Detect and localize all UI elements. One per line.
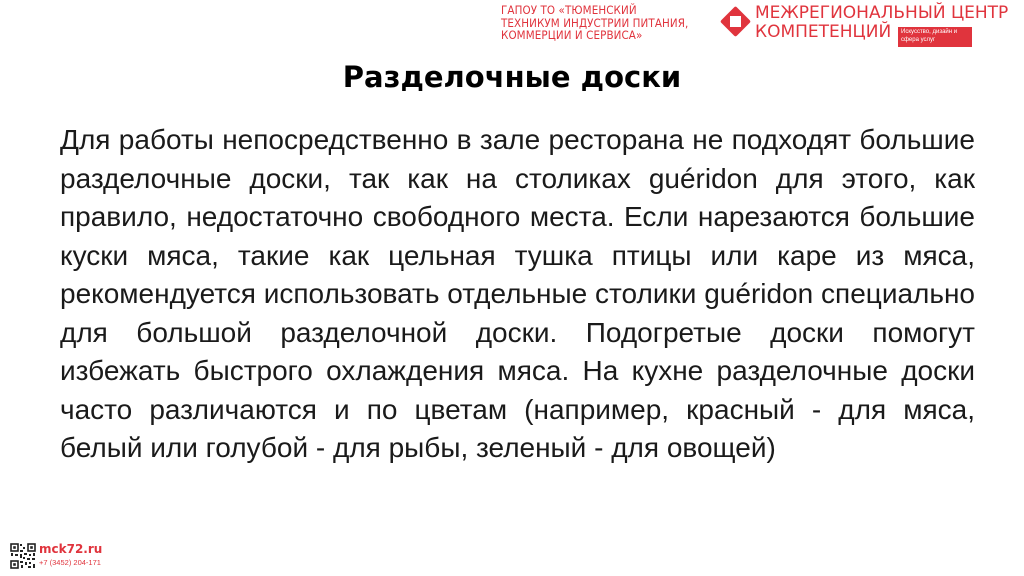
mck-title-line: КОМПЕТЕНЦИЙ: [755, 22, 892, 42]
footer-website-link[interactable]: mck72.ru: [39, 542, 103, 556]
organization-name-line: ТЕХНИКУМ ИНДУСТРИИ ПИТАНИЯ,: [501, 15, 689, 30]
footer-phone: +7 (3452) 204-171: [39, 558, 101, 567]
slide-body-text: Для работы непосредственно в зале ресторана не подходят большие разделочные доски, так как на столиках guéridon для этого, как правило, недостаточно свободного места. Если нарезаются большие куски мяса, такие как цельная тушка птицы или каре из мяса, рекомендуется использовать отдельные столики guéridon специально для большой разделочной доски. Подогретые доски помогут избежать быстрого охлаждения мяса. На кухне разделочные доски часто различаются и по цветам (например, красный - для мяса, белый или голубой - для рыбы, зеленый - для овощей): [60, 124, 975, 463]
mck-logo-icon: [720, 6, 751, 37]
mck-title-line: МЕЖРЕГИОНАЛЬНЫЙ ЦЕНТР: [755, 3, 1009, 23]
organization-name: [501, 4, 719, 42]
organization-name-line: ГАПОУ ТО «ТЮМЕНСКИЙ: [501, 3, 637, 17]
organization-name-line: КОММЕРЦИИ И СЕРВИСА»: [501, 28, 643, 42]
mck-tagline: Искусство, дизайн и сфера услуг: [898, 27, 972, 47]
qr-code-icon: [10, 543, 36, 569]
slide-title: Разделочные доски: [342, 60, 682, 94]
